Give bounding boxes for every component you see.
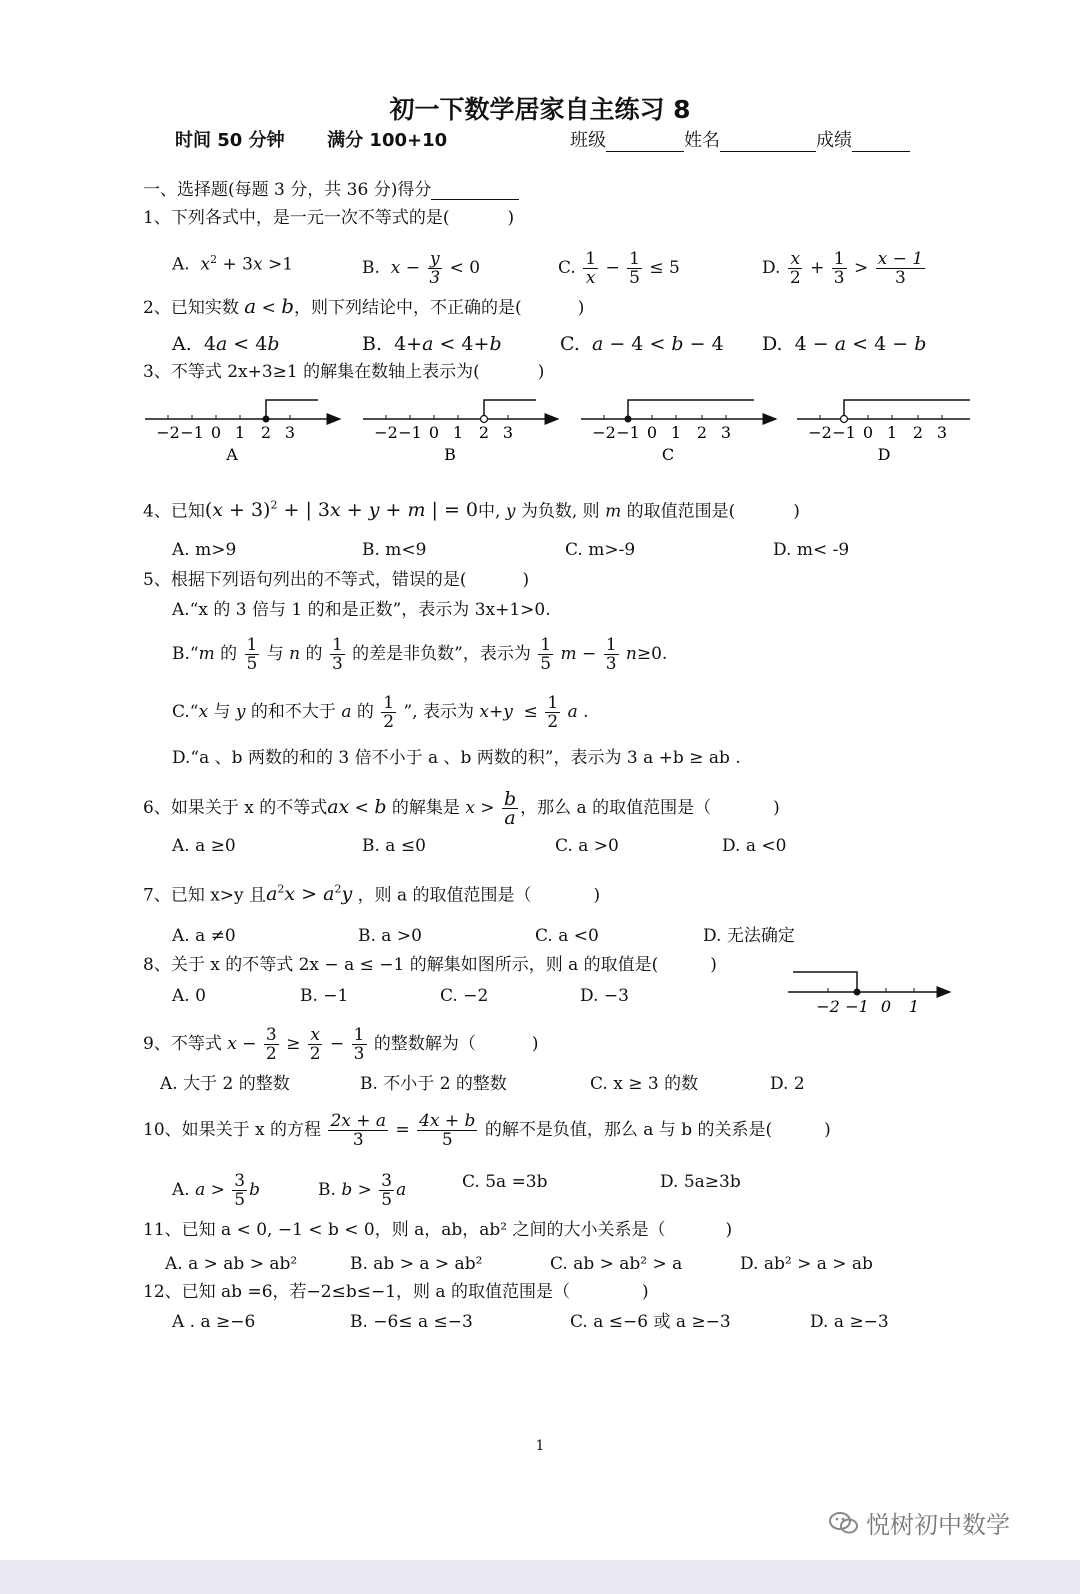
q6-option-d[interactable]: D. a <0 (722, 836, 787, 856)
q8-number-line (785, 962, 955, 1018)
q8-option-c[interactable]: C. −2 (440, 986, 489, 1006)
q1-option-b[interactable]: B. x − $\frac{y}{3}$ < 0 (362, 249, 481, 288)
name-blank[interactable] (720, 135, 816, 152)
svg-text:1: 1 (234, 423, 246, 442)
number-line-d[interactable] (797, 400, 970, 464)
watermark-text: 悦树初中数学 (866, 1511, 1010, 1539)
question-1: 1、下列各式中，是一元一次不等式的是( ) (143, 208, 515, 228)
svg-text:−1: −1 (398, 423, 422, 442)
bottom-bar (0, 1560, 1080, 1594)
q9-option-a[interactable]: A. 大于 2 的整数 (160, 1074, 290, 1094)
q9-option-d[interactable]: D. 2 (770, 1074, 805, 1094)
q8-option-b[interactable]: B. −1 (300, 986, 349, 1006)
svg-text:1: 1 (908, 997, 920, 1016)
svg-text:3: 3 (284, 423, 296, 442)
student-info (570, 126, 910, 152)
svg-text:−2: −2 (816, 997, 840, 1016)
question-11: 11、已知 a < 0, −1 < b < 0，则 a，ab，ab² 之间的大小关系是（ ) (143, 1220, 733, 1240)
section-score-blank[interactable] (431, 183, 519, 200)
q4-option-d[interactable]: D. m< -9 (773, 540, 850, 560)
exam-info (175, 126, 447, 152)
q11-option-a[interactable]: A. a > ab > ab² (165, 1254, 298, 1274)
question-5: 5、根据下列语句列出的不等式，错误的是( ) (143, 570, 530, 590)
question-7: 7、已知 x>y 且$a^2x > a^2y$ ，则 a 的取值范围是（ ) (143, 883, 601, 906)
q7-option-b[interactable]: B. a >0 (358, 926, 422, 946)
svg-text:0: 0 (210, 423, 222, 442)
q5-option-b[interactable]: B.“m 的 $\frac{1}{5}$ 与 n 的 $\frac{1}{3}$ 的差是非负数”，表示为 $\frac{1}{5}$ m − $\frac{1}{3}$ n≥0. (172, 635, 668, 674)
question-9: 9、不等式 x − $\frac{3}{2}$ ≥ $\frac{x}{2}$ − $\frac{1}{3}$ 的整数解为（ ) (143, 1025, 539, 1064)
number-line-c[interactable] (581, 400, 776, 464)
full-score: 满分 100+10 (327, 130, 448, 151)
svg-text:0: 0 (428, 423, 440, 442)
q2-option-d[interactable]: D. 4 − a < 4 − b (762, 333, 927, 355)
q9-option-c[interactable]: C. x ≥ 3 的数 (590, 1074, 699, 1094)
svg-text:−1: −1 (832, 423, 856, 442)
q2-option-c[interactable]: C. a − 4 < b − 4 (560, 333, 724, 355)
svg-text:1: 1 (452, 423, 464, 442)
q9-option-b[interactable]: B. 不小于 2 的整数 (360, 1074, 507, 1094)
svg-text:3: 3 (936, 423, 948, 442)
question-3: 3、不等式 2x+3≥1 的解集在数轴上表示为( ) (143, 362, 545, 382)
q11-option-d[interactable]: D. ab² > a > ab (740, 1254, 873, 1274)
svg-text:2: 2 (696, 423, 708, 442)
q10-option-d[interactable]: D. 5a≥3b (660, 1172, 741, 1192)
score-label: 成绩 (816, 130, 852, 151)
svg-text:−2: −2 (374, 423, 398, 442)
q10-option-a[interactable]: A. a > $\frac{3}{5}$ b (172, 1171, 261, 1210)
q5-option-d[interactable]: D.“a 、b 两数的和的 3 倍不小于 a 、b 两数的积”，表示为 3 a +b ≥ ab . (172, 748, 741, 768)
q7-option-c[interactable]: C. a <0 (535, 926, 599, 946)
q4-option-a[interactable]: A. m>9 (172, 540, 237, 560)
svg-text:0: 0 (646, 423, 658, 442)
svg-text:−1: −1 (845, 997, 869, 1016)
svg-text:1: 1 (670, 423, 682, 442)
name-label: 姓名 (684, 130, 720, 151)
q8-option-a[interactable]: A. 0 (172, 986, 206, 1006)
q4-option-b[interactable]: B. m<9 (362, 540, 427, 560)
svg-text:3: 3 (720, 423, 732, 442)
question-12: 12、已知 ab =6，若−2≤b≤−1，则 a 的取值范围是（ ) (143, 1282, 649, 1302)
class-blank[interactable] (606, 135, 684, 152)
svg-text:−2: −2 (592, 423, 616, 442)
q6-option-c[interactable]: C. a >0 (555, 836, 619, 856)
q3-number-lines (140, 392, 970, 472)
number-line-b[interactable] (363, 400, 558, 464)
q2-option-a[interactable]: A. 4a < 4b (172, 333, 280, 355)
q10-option-c[interactable]: C. 5a =3b (462, 1172, 548, 1192)
section-1-title: 一、选择题(每题 3 分，共 36 分)得分 (143, 180, 519, 200)
class-label: 班级 (570, 130, 606, 151)
watermark (828, 1505, 1010, 1540)
svg-text:2: 2 (478, 423, 490, 442)
question-8: 8、关于 x 的不等式 2x − a ≤ −1 的解集如图所示，则 a 的取值是( ) (143, 955, 717, 975)
svg-text:0: 0 (880, 997, 892, 1016)
time-limit: 时间 50 分钟 (175, 130, 285, 151)
q1-option-c[interactable]: C. $\frac{1}{x}$ − $\frac{1}{5}$ ≤ 5 (558, 249, 680, 288)
q12-option-a[interactable]: A . a ≥−6 (172, 1312, 256, 1332)
q11-option-c[interactable]: C. ab > ab² > a (550, 1254, 683, 1274)
svg-text:2: 2 (912, 423, 924, 442)
svg-text:1: 1 (886, 423, 898, 442)
number-line-d-label: D (877, 445, 891, 464)
svg-text:3: 3 (502, 423, 514, 442)
page-title: 初一下数学居家自主练习 8 (389, 95, 691, 124)
question-2: 2、已知实数 a < b，则下列结论中，不正确的是( ) (143, 294, 585, 318)
q6-option-b[interactable]: B. a ≤0 (362, 836, 426, 856)
number-line-c-label: C (661, 445, 675, 464)
svg-text:−1: −1 (616, 423, 640, 442)
q7-option-d[interactable]: D. 无法确定 (703, 926, 795, 946)
number-line-a-label: A (226, 445, 238, 464)
page-number: 1 (535, 1438, 545, 1454)
svg-text:−2: −2 (156, 423, 180, 442)
q4-option-c[interactable]: C. m>-9 (565, 540, 636, 560)
q12-option-c[interactable]: C. a ≤−6 或 a ≥−3 (570, 1312, 731, 1332)
q12-option-d[interactable]: D. a ≥−3 (810, 1312, 889, 1332)
q1-option-a[interactable]: A. $x^2 + 3x >1$ (172, 253, 294, 275)
q10-option-b[interactable]: B. b > $\frac{3}{5}$ a (318, 1171, 407, 1210)
q1-option-d[interactable]: D. $\frac{x}{2}$ + $\frac{1}{3}$ > $\frac{x - 1}{3}$ (762, 249, 924, 288)
q11-option-b[interactable]: B. ab > a > ab² (350, 1254, 483, 1274)
q5-option-a[interactable]: A.“x 的 3 倍与 1 的和是正数”，表示为 3x+1>0. (172, 600, 551, 620)
svg-text:−1: −1 (180, 423, 204, 442)
question-4: 4、已知$(x + 3)^2$ + | 3x + y + m | = 0中, y 为负数, 则 m 的取值范围是( ) (143, 499, 800, 522)
number-line-b-label: B (444, 445, 456, 464)
q6-option-a[interactable]: A. a ≥0 (172, 836, 236, 856)
q7-option-a[interactable]: A. a ≠0 (172, 926, 236, 946)
q8-option-d[interactable]: D. −3 (580, 986, 629, 1006)
score-blank[interactable] (852, 135, 910, 152)
number-line-a[interactable] (145, 400, 340, 464)
svg-text:0: 0 (862, 423, 874, 442)
q5-option-c[interactable]: C.“x 与 y 的和不大于 a 的 $\frac{1}{2}$ ”, 表示为 x+y ≤ $\frac{1}{2}$ a . (172, 693, 589, 732)
svg-text:−2: −2 (808, 423, 832, 442)
question-10: 10、如果关于 x 的方程 $\frac{2x + a}{3}$ = $\frac{4x + b}{5}$ 的解不是负值，那么 a 与 b 的关系是( ) (143, 1111, 831, 1150)
svg-text:2: 2 (260, 423, 272, 442)
q12-option-b[interactable]: B. −6≤ a ≤−3 (350, 1312, 473, 1332)
wechat-icon (828, 1509, 860, 1537)
question-6: 6、如果关于 x 的不等式ax < b 的解集是 x > $\frac{b}{a}$ ，那么 a 的取值范围是（ ) (143, 788, 780, 829)
q2-option-b[interactable]: B. 4+a < 4+b (362, 333, 502, 355)
